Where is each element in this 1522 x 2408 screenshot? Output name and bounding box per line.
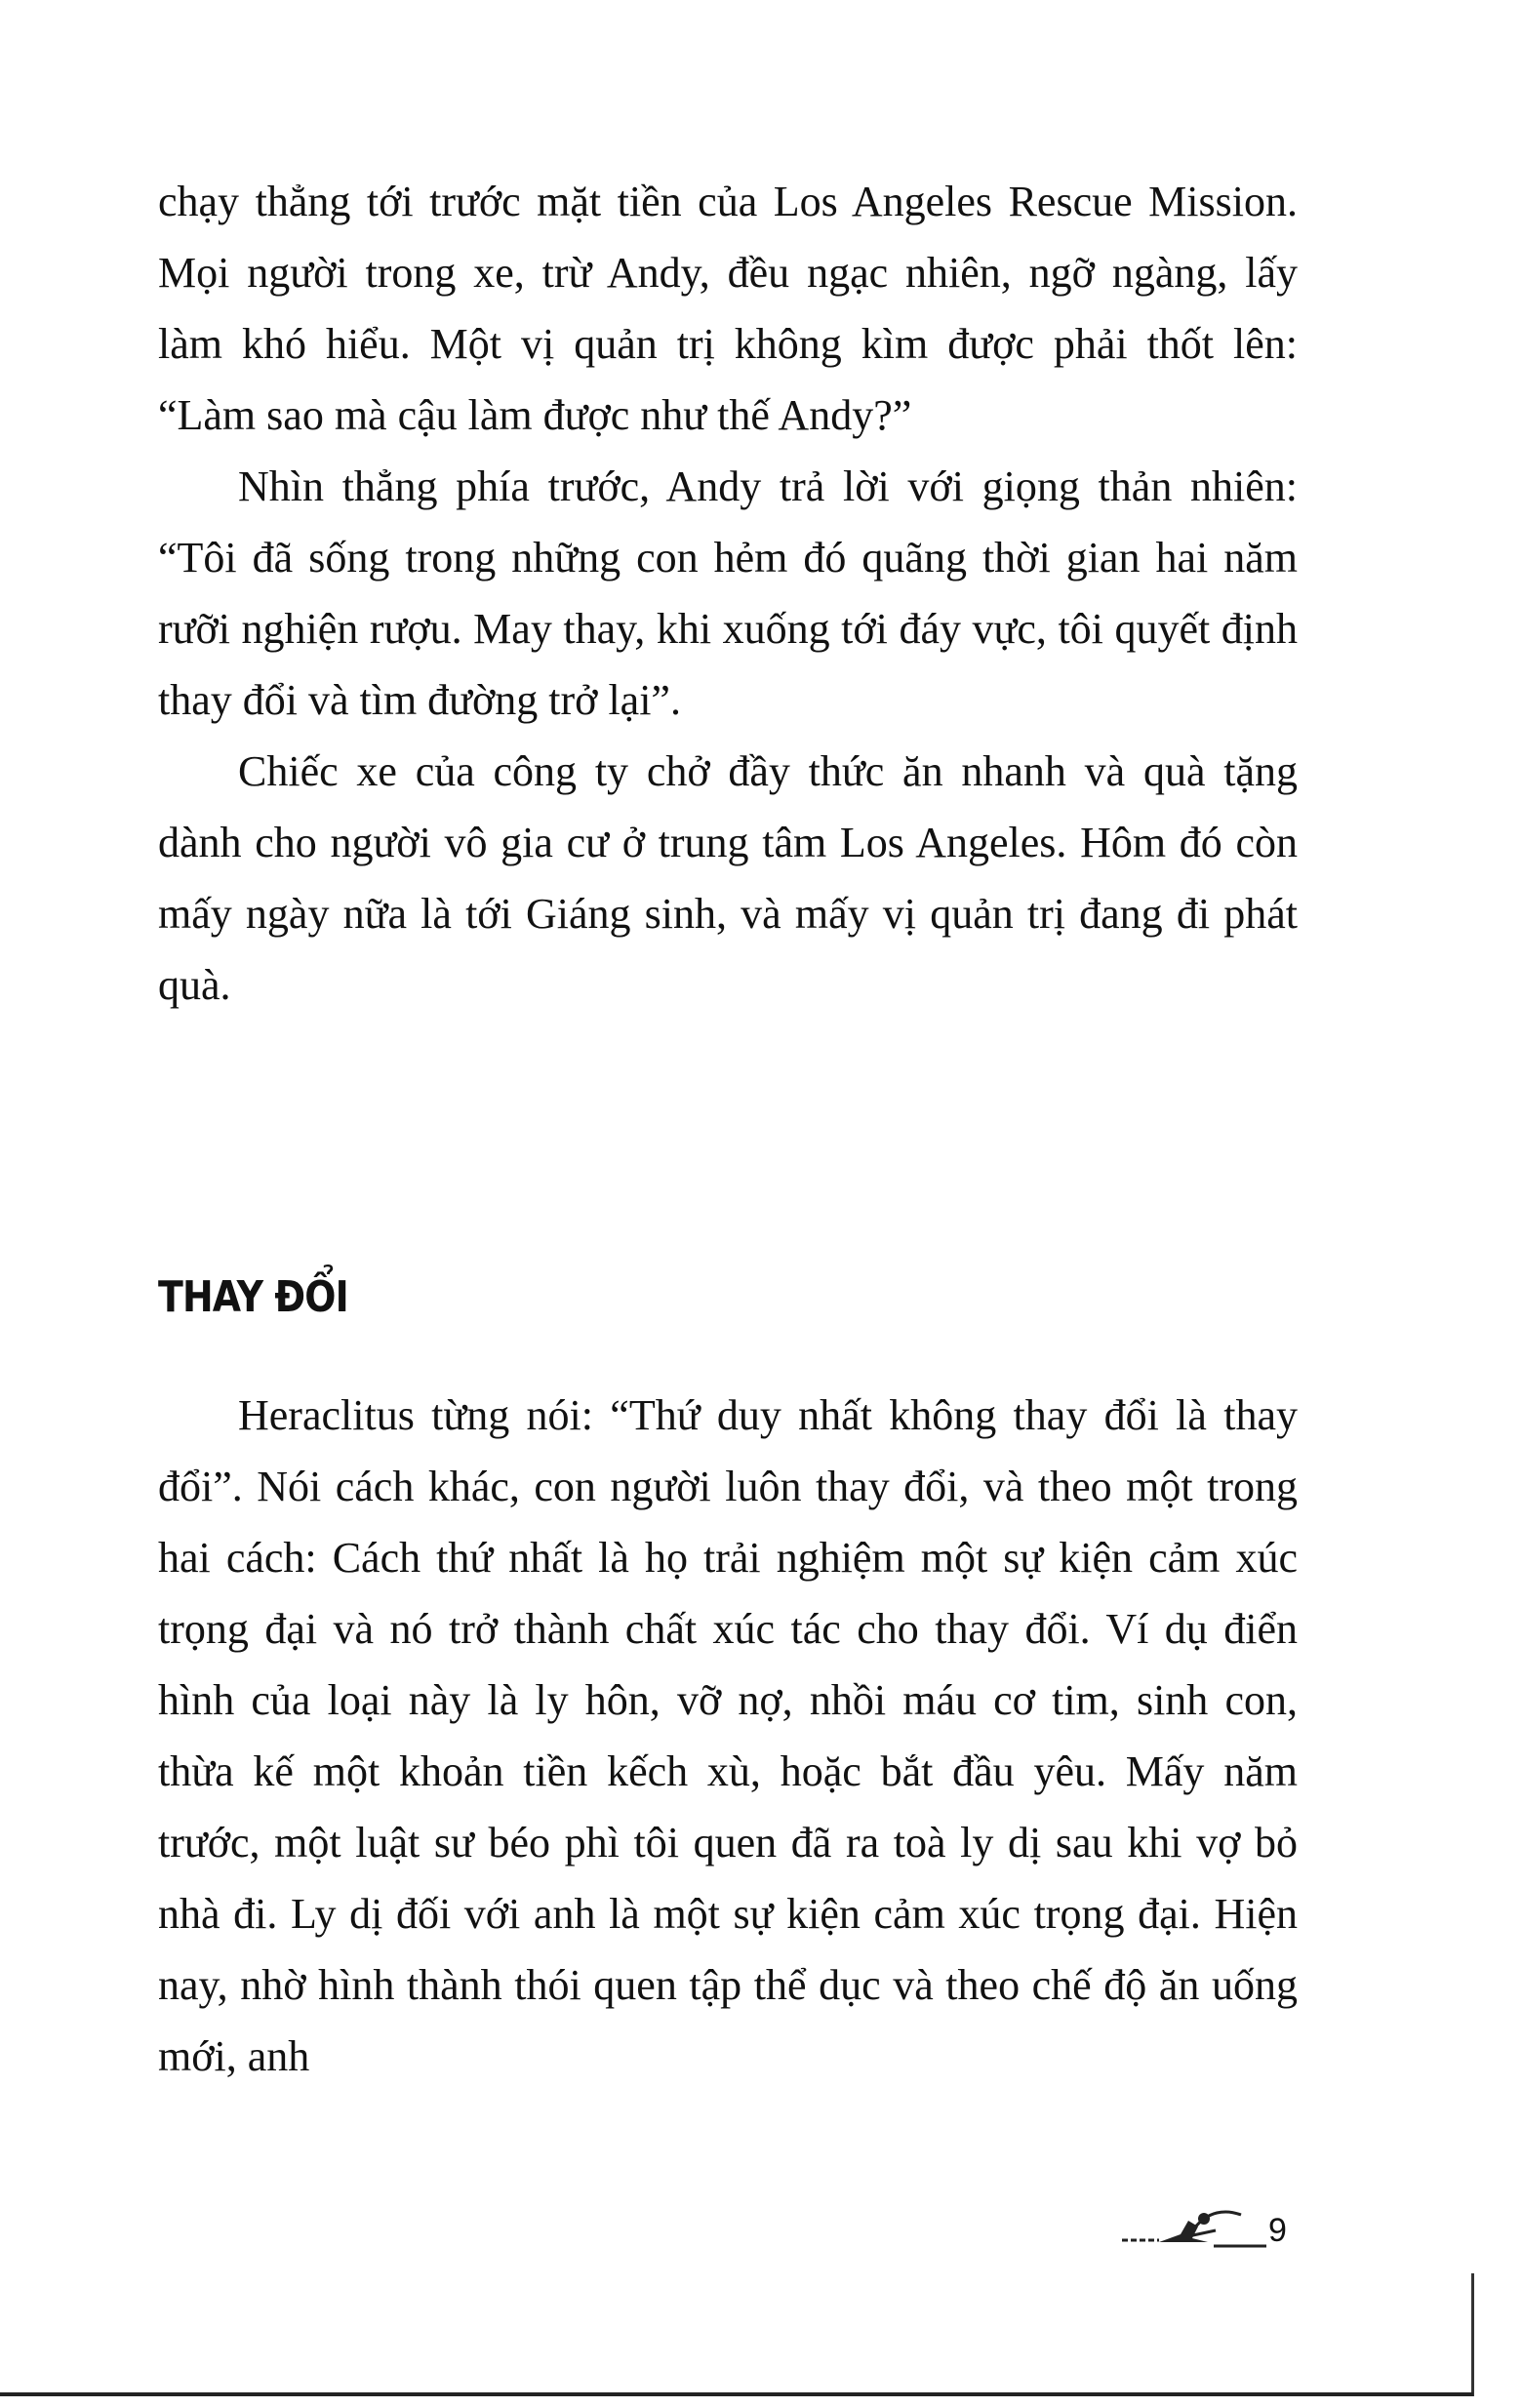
section-heading: THAY ĐỔI — [158, 1272, 348, 1322]
paragraph-andy-answer: Nhìn thẳng phía trước, Andy trả lời với giọng thản nhiên: “Tôi đã sống trong những con hẻm đó quãng thời gian hai năm rưỡi nghiện rượu. May thay, khi xuống tới đáy vực, tôi quyết định thay đổi và tìm đường trở lại”. — [158, 462, 1298, 724]
body-text-bottom — [158, 1380, 1298, 2092]
paragraph-continued: chạy thẳng tới trước mặt tiền của Los Angeles Rescue Mission. Mọi người trong xe, trừ Andy, đều ngạc nhiên, ngỡ ngàng, lấy làm khó hiểu. Một vị quản trị không kìm được phải thốt lên: “Làm sao mà cậu làm được như thế Andy?” — [158, 178, 1298, 439]
page-edge-bottom — [0, 2392, 1473, 2396]
running-figure-icon — [1120, 2207, 1266, 2252]
page-number: 9 — [1268, 2212, 1287, 2249]
paragraph-heraclitus: Heraclitus từng nói: “Thứ duy nhất không thay đổi là thay đổi”. Nói cách khác, con người luôn thay đổi, và theo một trong hai cách: Cách thứ nhất là họ trải nghiệm một sự kiện cảm xúc trọng đại và nó trở thành chất xúc tác cho thay đổi. Ví dụ điển hình của loại này là ly hôn, vỡ nợ, nhồi máu cơ tim, sinh con, thừa kế một khoản tiền kếch xù, hoặc bắt đầu yêu. Mấy năm trước, một luật sư béo phì tôi quen đã ra toà ly dị sau khi vợ bỏ nhà đi. Ly dị đối với anh là một sự kiện cảm xúc trọng đại. Hiện nay, nhờ hình thành thói quen tập thể dục và theo chế độ ăn uống mới, anh — [158, 1391, 1298, 2080]
page-edge-right — [1471, 2273, 1474, 2396]
paragraph-company-van: Chiếc xe của công ty chở đầy thức ăn nhanh và quà tặng dành cho người vô gia cư ở trung tâm Los Angeles. Hôm đó còn mấy ngày nữa là tới Giáng sinh, và mấy vị quản trị đang đi phát quà. — [158, 747, 1298, 1009]
body-text-top — [158, 166, 1298, 1021]
